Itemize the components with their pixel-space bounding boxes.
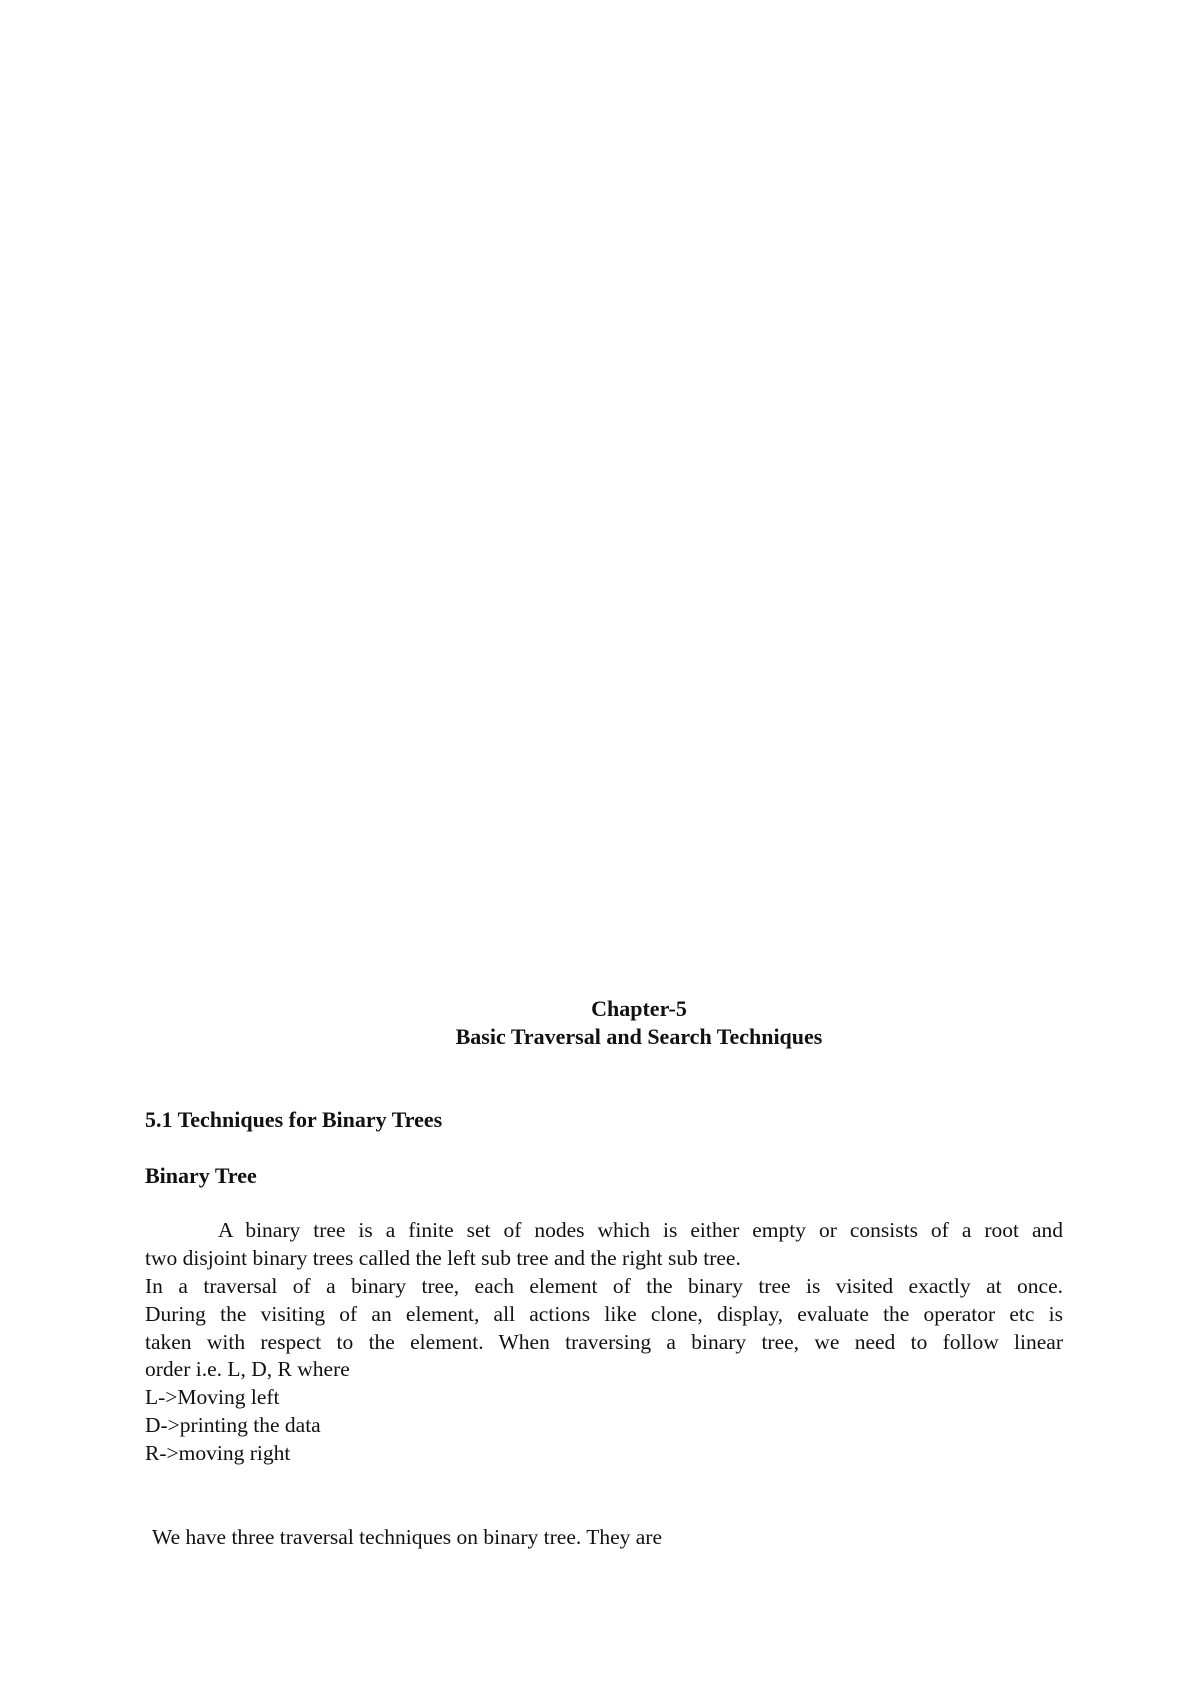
- closing-sentence: We have three traversal techniques on binary tree. They are: [152, 1525, 663, 1549]
- list-item: D->printing the data: [145, 1413, 321, 1437]
- definition-paragraph: [145, 1217, 1063, 1273]
- paragraph-line: order i.e. L, D, R where: [145, 1357, 350, 1382]
- list-item: R->moving right: [145, 1441, 291, 1465]
- section-heading: 5.1 Techniques for Binary Trees: [145, 1107, 443, 1132]
- paragraph-line: A binary tree is a finite set of nodes which is either empty or consists of a root and: [218, 1218, 1063, 1242]
- paragraph-line: two disjoint binary trees called the left sub tree and the right sub tree.: [145, 1245, 741, 1270]
- paragraph-line: taken with respect to the element. When traversing a binary tree, we need to follow linear: [145, 1329, 1063, 1354]
- chapter-number: Chapter-5: [591, 996, 687, 1021]
- chapter-title: Basic Traversal and Search Techniques: [455, 1024, 823, 1049]
- paragraph-line: During the visiting of an element, all actions like clone, display, evaluate the operator etc is: [145, 1301, 1063, 1326]
- subsection-heading: Binary Tree: [145, 1163, 257, 1188]
- list-item: L->Moving left: [145, 1385, 280, 1409]
- paragraph-line: In a traversal of a binary tree, each element of the binary tree is visited exactly at once.: [145, 1274, 1063, 1298]
- traversal-paragraph: [145, 1273, 1063, 1384]
